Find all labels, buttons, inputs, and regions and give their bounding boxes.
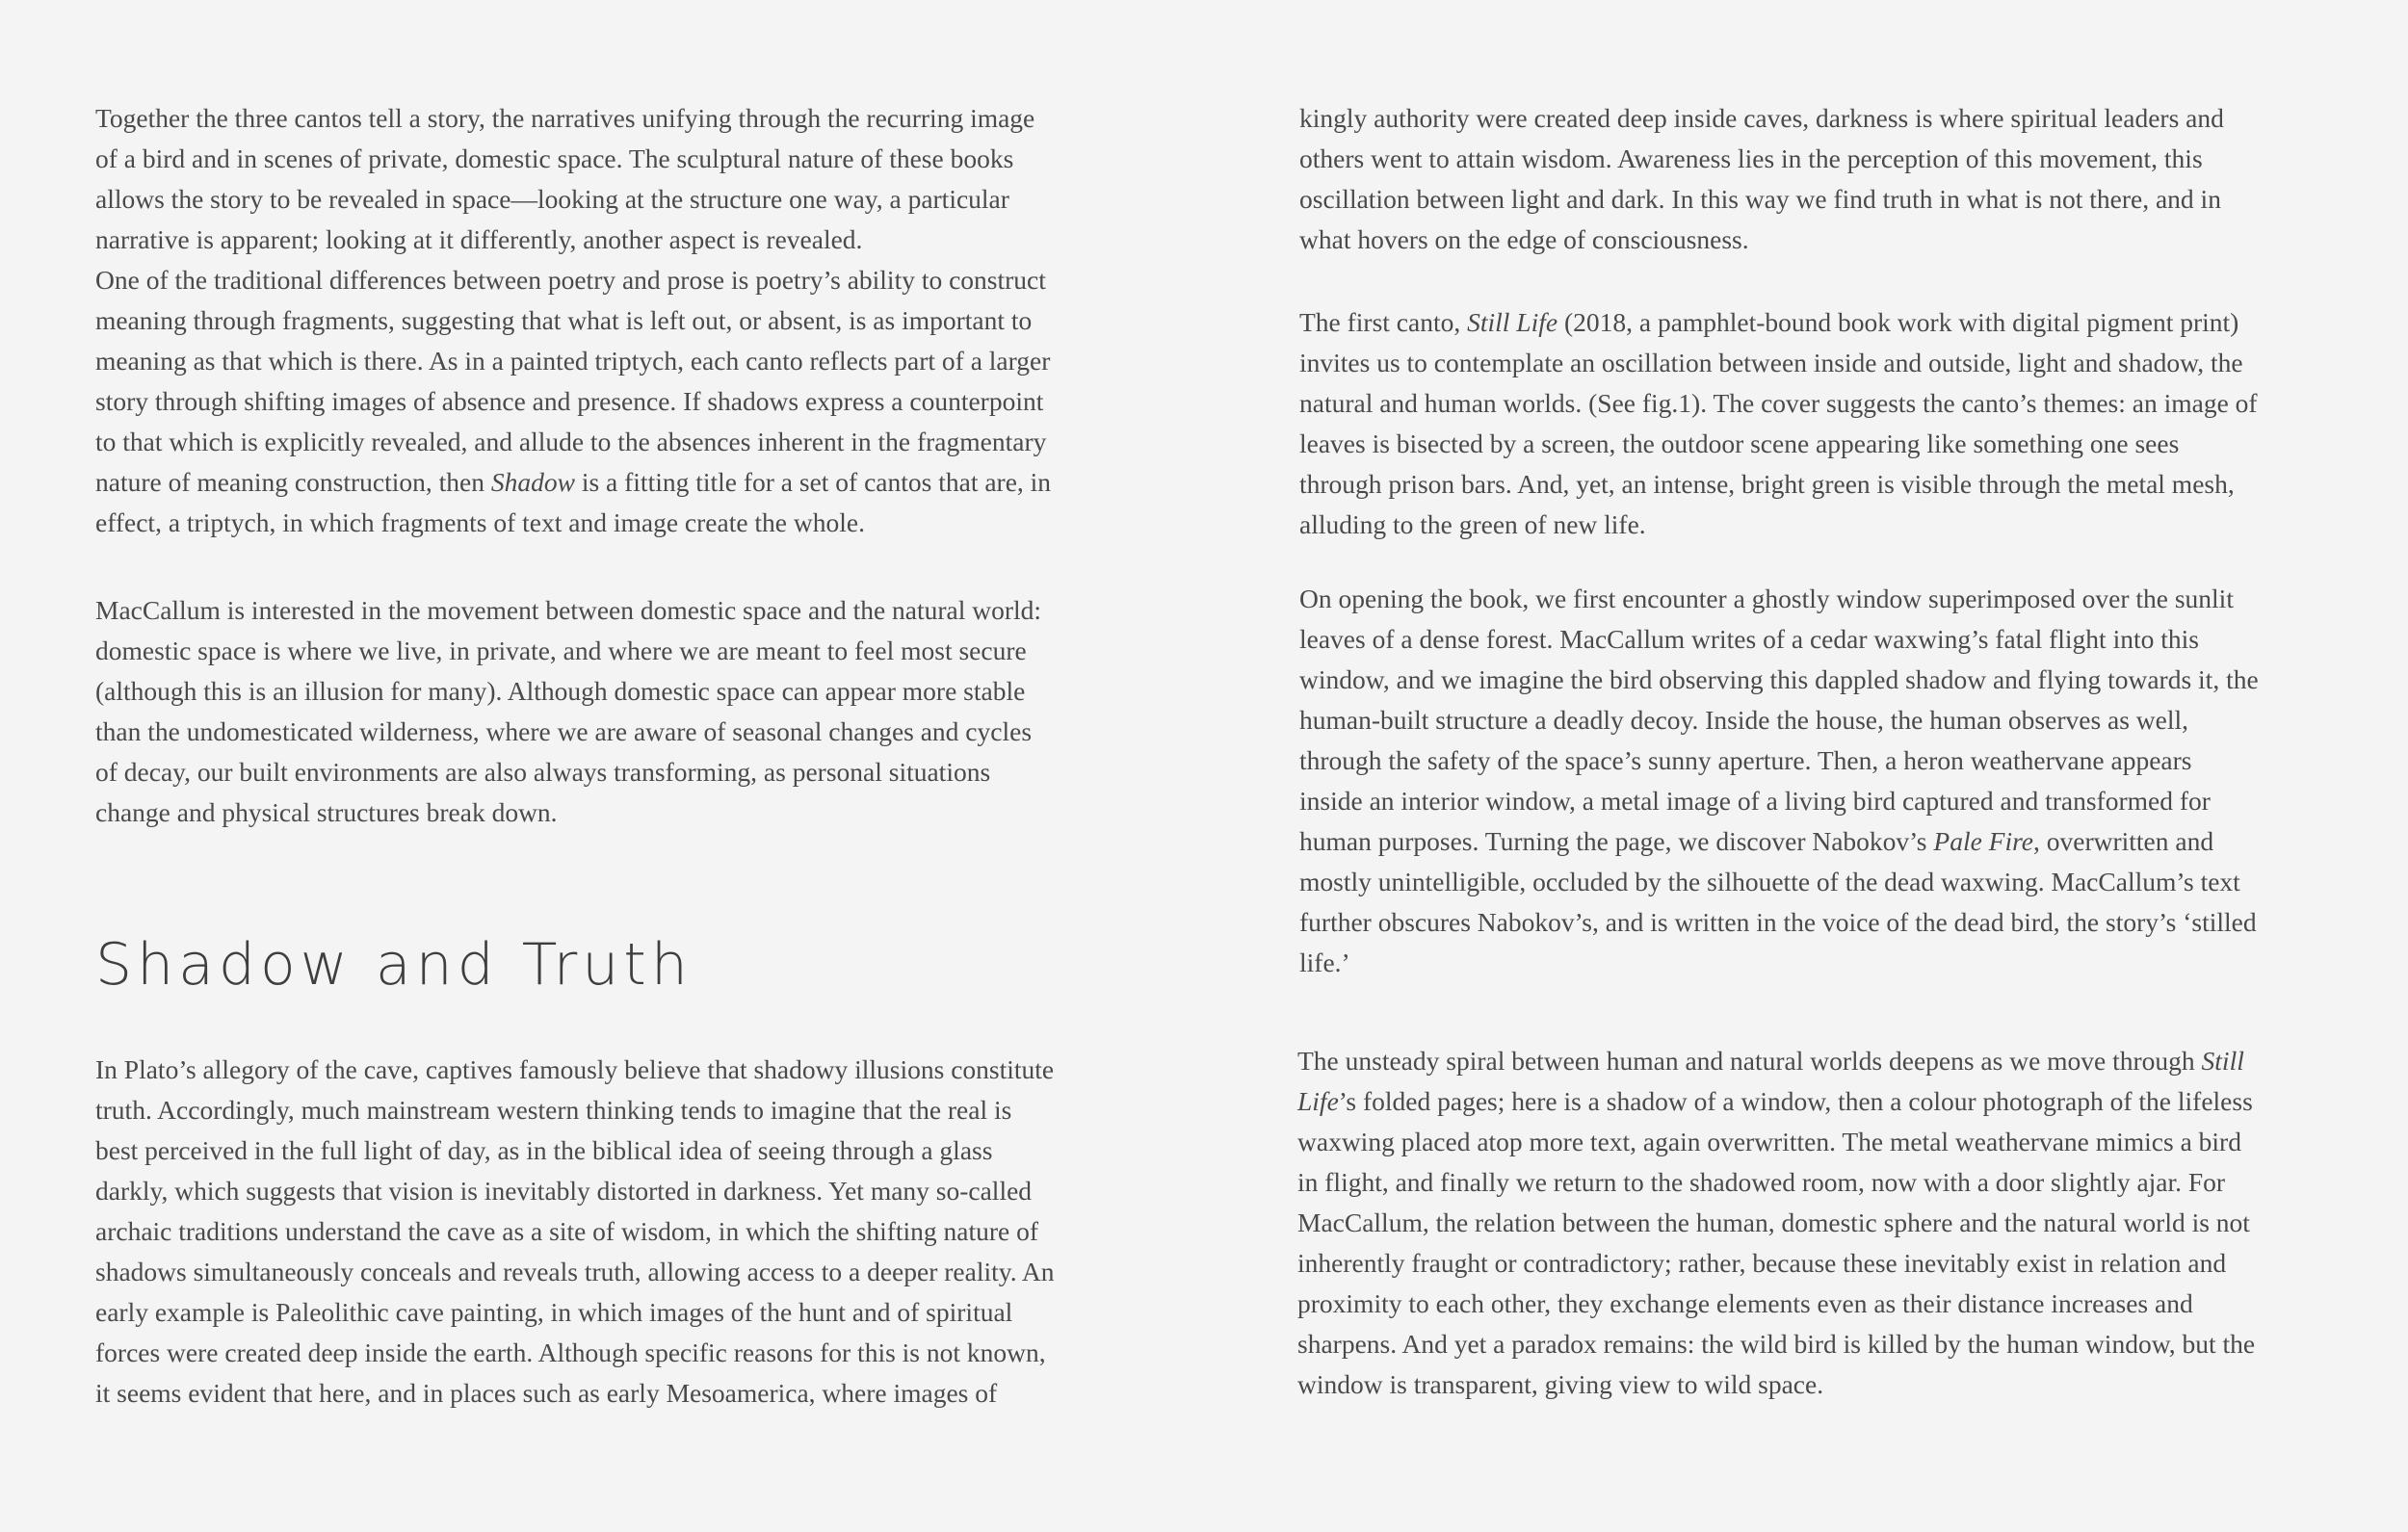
text-line: sharpens. And yet a paradox remains: the wild bird is killed by the human window, but the xyxy=(1297,1329,2256,1359)
paragraph-unsteady-spiral xyxy=(1297,1041,2255,1405)
text-line: what hovers on the edge of consciousness. xyxy=(1299,224,1749,254)
text-segment: nature of meaning construction, then xyxy=(95,467,491,497)
section-heading: Shadow and Truth xyxy=(95,931,693,999)
text-line: In Plato’s allegory of the cave, captives famously believe that shadowy illusions constitute xyxy=(95,1054,1055,1084)
text-line: proximity to each other, they exchange elements even as their distance increases and xyxy=(1297,1288,2193,1318)
text-line: MacCallum is interested in the movement between domestic space and the natural world: xyxy=(95,595,1042,625)
text-line: alluding to the green of new life. xyxy=(1299,509,1646,539)
text-line: inside an interior window, a metal image of a living bird captured and transformed for xyxy=(1299,786,2211,816)
text-line: One of the traditional differences between poetry and prose is poetry’s ability to construct xyxy=(95,265,1046,295)
text-line: truth. Accordingly, much mainstream western thinking tends to imagine that the real is xyxy=(95,1095,1012,1125)
text-line: inherently fraught or contradictory; rather, because these inevitably exist in relation and xyxy=(1297,1248,2227,1278)
text-line: meaning as that which is there. As in a painted triptych, each canto reflects part of a larger xyxy=(95,346,1051,376)
text-line: invites us to contemplate an oscillation between inside and outside, light and shadow, the xyxy=(1299,348,2243,377)
text-segment: , overwritten and xyxy=(2033,826,2214,856)
text-line: meaning through fragments, suggesting that what is left out, or absent, is as important to xyxy=(95,305,1033,335)
text-line: kingly authority were created deep inside caves, darkness is where spiritual leaders and xyxy=(1299,103,2224,133)
text-segment: The unsteady spiral between human and natural worlds deepens as we move through xyxy=(1297,1046,2202,1076)
text-line: further obscures Nabokov’s, and is written in the voice of the dead bird, the story’s ‘stilled xyxy=(1299,907,2257,937)
text-line: of decay, our built environments are also always transforming, as personal situations xyxy=(95,757,991,787)
text-line xyxy=(1297,1041,2255,1081)
text-segment: ’s folded pages; here is a shadow of a window, then a colour photograph of the lifeless xyxy=(1338,1086,2253,1116)
text-line: MacCallum, the relation between the human, domestic sphere and the natural world is not xyxy=(1297,1207,2250,1237)
text-line: leaves is bisected by a screen, the outdoor scene appearing like something one sees xyxy=(1299,428,2180,458)
text-line: oscillation between light and dark. In this way we find truth in what is not there, and in xyxy=(1299,184,2221,214)
text-line: natural and human worlds. (See fig.1). The cover suggests the canto’s themes: an image of xyxy=(1299,388,2258,418)
text-line: story through shifting images of absence and presence. If shadows express a counterpoint xyxy=(95,386,1044,416)
text-line: shadows simultaneously conceals and reveals truth, allowing access to a deeper reality. An xyxy=(95,1257,1055,1286)
text-segment: human purposes. Turning the page, we discover Nabokov’s xyxy=(1299,826,1934,856)
text-line: allows the story to be revealed in space—looking at the structure one way, a particular xyxy=(95,184,1009,214)
text-line xyxy=(95,462,1051,503)
text-line: human-built structure a deadly decoy. Inside the house, the human observes as well, xyxy=(1299,705,2189,735)
text-line: (although this is an illusion for many). Although domestic space can appear more stable xyxy=(95,676,1026,706)
text-line: leaves of a dense forest. MacCallum writes of a cedar waxwing’s fatal flight into this xyxy=(1299,624,2199,654)
paragraph-three-cantos xyxy=(95,98,1034,260)
text-line: than the undomesticated wilderness, where we are aware of seasonal changes and cycles xyxy=(95,716,1033,746)
text-line: through prison bars. And, yet, an intense, bright green is visible through the metal mesh, xyxy=(1299,469,2235,499)
paragraph-first-canto xyxy=(1299,302,2258,545)
italic-title: Pale Fire xyxy=(1933,826,2033,856)
text-line xyxy=(1297,1081,2255,1122)
text-line: to that which is explicitly revealed, and allude to the absences inherent in the fragmentary xyxy=(95,427,1047,456)
text-line: darkly, which suggests that vision is inevitably distorted in darkness. Yet many so-called xyxy=(95,1176,1033,1206)
text-line: of a bird and in scenes of private, domestic space. The sculptural nature of these books xyxy=(95,143,1014,173)
text-line: On opening the book, we first encounter a ghostly window superimposed over the sunlit xyxy=(1299,584,2234,613)
text-line: domestic space is where we live, in private, and where we are meant to feel most secure xyxy=(95,636,1027,665)
paragraph-poetry-prose xyxy=(95,260,1051,543)
text-line: change and physical structures break down. xyxy=(95,797,558,827)
text-line: through the safety of the space’s sunny aperture. Then, a heron weathervane appears xyxy=(1299,745,2192,775)
text-segment: (2018, a pamphlet-bound book work with digital pigment print) xyxy=(1557,307,2239,337)
text-line: waxwing placed atop more text, again overwritten. The metal weathervane mimics a bird xyxy=(1297,1127,2241,1156)
text-line: archaic traditions understand the cave as a site of wisdom, in which the shifting nature of xyxy=(95,1216,1039,1246)
text-line: window is transparent, giving view to wild space. xyxy=(1297,1369,1824,1399)
text-line: effect, a triptych, in which fragments of text and image create the whole. xyxy=(95,507,865,537)
text-line xyxy=(1299,302,2258,343)
paragraph-opening-book xyxy=(1299,579,2259,983)
text-line: others went to attain wisdom. Awareness lies in the perception of this movement, this xyxy=(1299,143,2203,173)
text-line: it seems evident that here, and in places such as early Mesoamerica, where images of xyxy=(95,1378,998,1408)
text-line: window, and we imagine the bird observing this dappled shadow and flying towards it, the xyxy=(1299,664,2259,694)
text-line: life.’ xyxy=(1299,948,1350,977)
text-line: mostly unintelligible, occluded by the silhouette of the dead waxwing. MacCallum’s text xyxy=(1299,867,2240,896)
paragraph-plato-cave xyxy=(95,1050,1055,1414)
text-line: in flight, and finally we return to the shadowed room, now with a door slightly ajar. For xyxy=(1297,1167,2226,1197)
text-line: Together the three cantos tell a story, the narratives unifying through the recurring image xyxy=(95,103,1035,133)
text-segment: is a fitting title for a set of cantos that are, in xyxy=(574,467,1052,497)
paragraph-kingly-authority xyxy=(1299,98,2224,260)
italic-title: Shadow xyxy=(490,467,575,497)
text-line: best perceived in the full light of day, as in the biblical idea of seeing through a glass xyxy=(95,1135,993,1165)
text-line: narrative is apparent; looking at it differently, another aspect is revealed. xyxy=(95,224,863,254)
text-line: forces were created deep inside the earth. Although specific reasons for this is not known, xyxy=(95,1337,1046,1367)
paragraph-domestic-space xyxy=(95,590,1041,833)
text-line xyxy=(1299,821,2259,862)
text-segment: The first canto, xyxy=(1299,307,1468,337)
italic-title: Still xyxy=(2201,1046,2244,1076)
italic-title: Still Life xyxy=(1467,307,1558,337)
text-line: early example is Paleolithic cave painting, in which images of the hunt and of spiritual xyxy=(95,1297,1013,1327)
italic-title: Life xyxy=(1297,1086,1339,1116)
